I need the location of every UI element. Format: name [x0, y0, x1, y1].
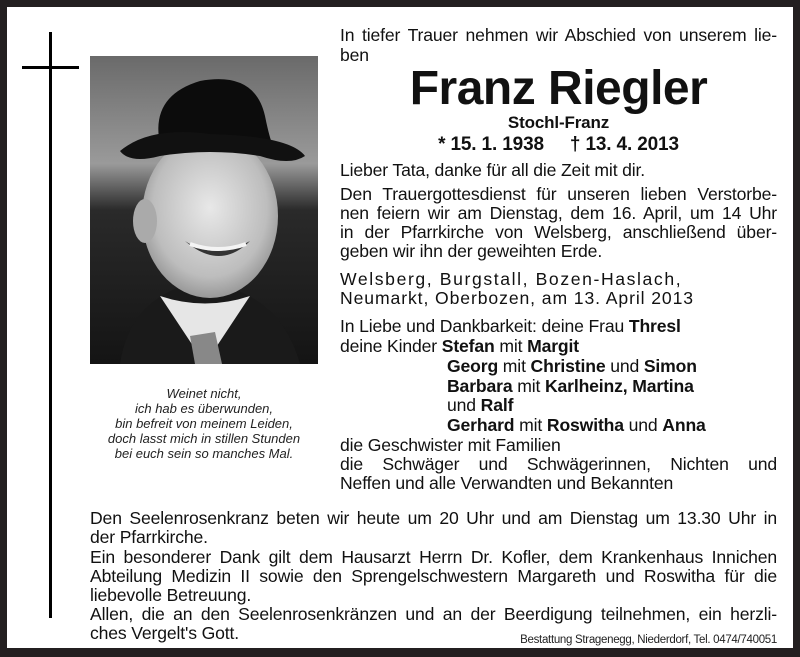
closing-line: Allen, die an den Seelenrosenkränzen und an der Beerdigung teilnehmen, ein herzli- — [90, 604, 777, 624]
text: mit — [512, 376, 545, 396]
place-line: Neumarkt, Oberbozen, am 13. April 2013 — [340, 288, 694, 308]
text: deine Kinder — [340, 336, 442, 356]
cross-icon — [49, 32, 52, 618]
service-line: geben wir ihn der geweihten Erde. — [340, 241, 603, 261]
closing-line: Ein besonderer Dank gilt dem Hausarzt Herrn Dr. Kofler, dem Krankenhaus Innichen — [90, 547, 777, 567]
death-date: † 13. 4. 2013 — [569, 134, 679, 155]
place-line: Welsberg, Burgstall, Bozen-Haslach, — [340, 269, 683, 289]
name: Simon — [643, 356, 697, 376]
family-line: die Geschwister mit Familien — [340, 435, 561, 455]
family-line — [447, 356, 697, 376]
family-line — [447, 376, 694, 396]
birth-date: * 15. 1. 1938 — [438, 134, 544, 155]
family-line — [340, 316, 777, 336]
text: mit — [514, 415, 547, 435]
deceased-name: Franz Riegler — [409, 62, 708, 115]
family-line — [340, 336, 777, 356]
greeting: Lieber Tata, danke für all die Zeit mit dir. — [340, 160, 646, 180]
funeral-home-footer: Bestattung Stragenegg, Niederdorf, Tel. 0474/740051 — [520, 634, 777, 646]
name: Stefan — [441, 336, 495, 356]
family-line: die Schwäger und Schwägerinnen, Nichten und — [340, 454, 777, 474]
poem-line: Weinet nicht, — [166, 386, 242, 401]
name: Christine — [530, 356, 606, 376]
closing-line: der Pfarrkirche. — [90, 527, 208, 547]
family-line — [447, 415, 706, 435]
name: Ralf — [480, 395, 514, 415]
intro-line: In tiefer Trauer nehmen wir Abschied von unserem lie- — [340, 25, 777, 45]
portrait-photo — [90, 56, 318, 364]
text: und — [623, 415, 663, 435]
text: und — [447, 395, 481, 415]
poem-line: ich hab es überwunden, — [134, 401, 274, 416]
name: Georg — [447, 356, 499, 376]
service-line: in der Pfarrkirche von Welsberg, anschließend über- — [340, 222, 777, 242]
poem-line: doch lasst mich in stillen Stunden — [107, 431, 301, 446]
cross-icon-bar — [22, 66, 79, 69]
closing-line: Den Seelenrosenkranz beten wir heute um 20 Uhr und am Dienstag um 13.30 Uhr in — [90, 508, 777, 528]
name: Karlheinz, Martina — [544, 376, 694, 396]
name: Thresl — [628, 316, 681, 336]
family-line: Neffen und alle Verwandten und Bekannten — [340, 473, 674, 493]
nickname: Stochl-Franz — [507, 113, 610, 132]
text: In Liebe und Dankbarkeit: deine Frau — [340, 316, 629, 336]
poem-line: bei euch sein so manches Mal. — [114, 446, 294, 461]
life-dates — [340, 135, 777, 155]
text: mit — [494, 336, 528, 356]
text: mit — [498, 356, 531, 376]
poem-line: bin befreit von meinem Leiden, — [115, 416, 293, 431]
closing-line: Abteilung Medizin II sowie den Sprengelschwestern Margareth und Roswitha für die — [90, 566, 777, 586]
family-line — [447, 395, 513, 415]
name: Barbara — [447, 376, 513, 396]
name: Roswitha — [546, 415, 624, 435]
name: Margit — [527, 336, 579, 356]
intro-line: ben — [340, 45, 369, 65]
text: und — [605, 356, 644, 376]
name: Anna — [662, 415, 706, 435]
obituary-notice — [7, 7, 793, 648]
service-line: nen feiern wir am Dienstag, dem 16. April, um 14 Uhr — [340, 203, 777, 223]
closing-line: ches Vergelt's Gott. — [90, 623, 240, 643]
name: Gerhard — [447, 415, 515, 435]
service-line: Den Trauergottesdienst für unseren lieben Verstorbe- — [340, 184, 777, 204]
closing-line: liebevolle Betreuung. — [90, 585, 252, 605]
